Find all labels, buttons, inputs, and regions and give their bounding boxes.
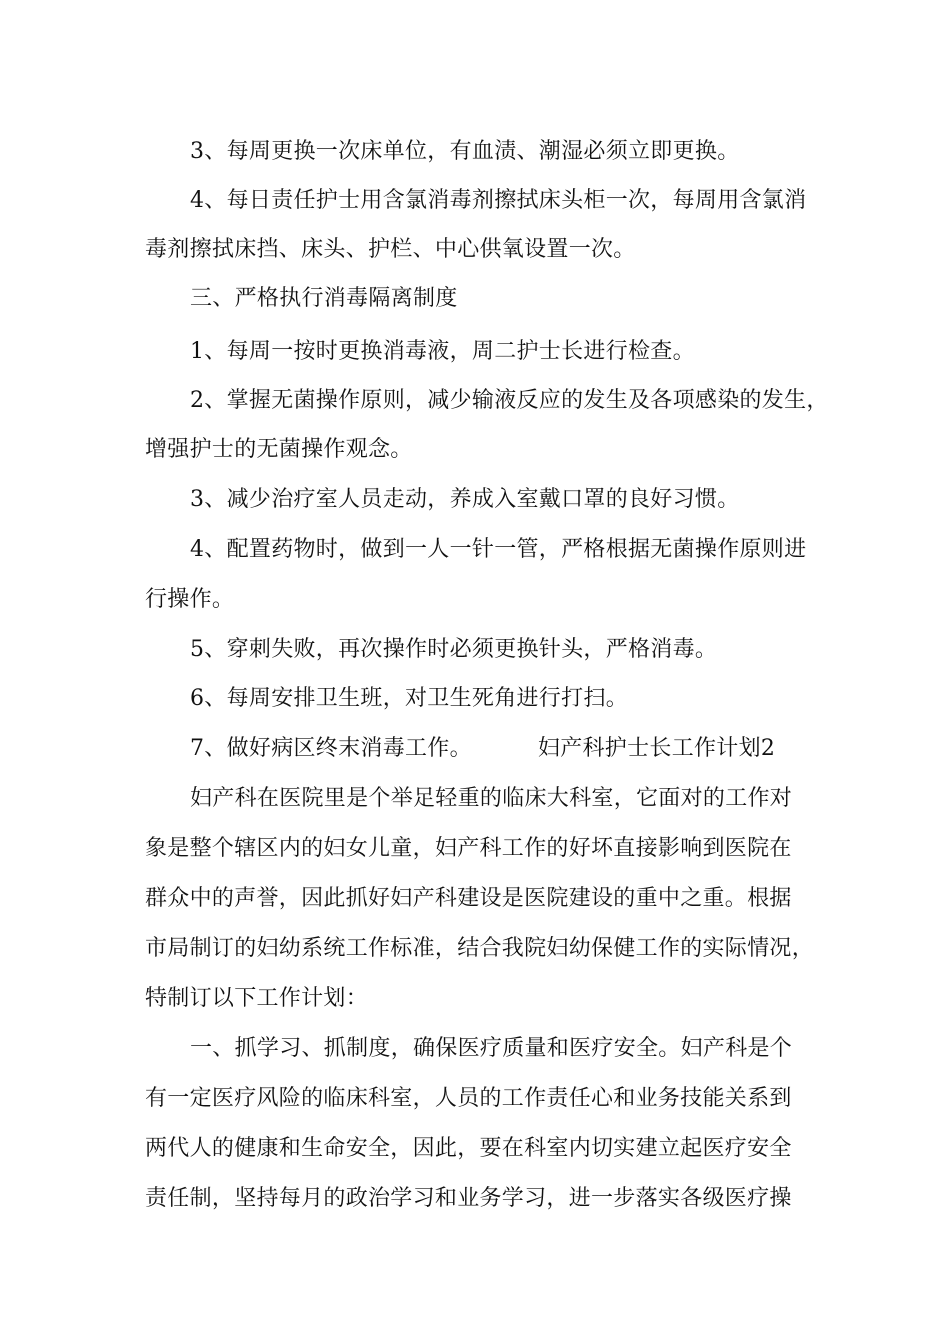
- paragraph-line: 群众中的声誉，因此抓好妇产科建设是医院建设的重中之重。根据: [145, 886, 792, 911]
- paragraph-line: 行操作。: [145, 587, 235, 612]
- paragraph-line: 3、每周更换一次床单位，有血渍、潮湿必须立即更换。: [190, 139, 740, 164]
- paragraph-line: 市局制订的妇幼系统工作标准，结合我院妇幼保健工作的实际情况，: [145, 936, 815, 961]
- paragraph-line: 2、掌握无菌操作原则，减少输液反应的发生及各项感染的发生，: [190, 388, 829, 413]
- paragraph-line: 责任制，坚持每月的政治学习和业务学习，进一步落实各级医疗操: [145, 1186, 792, 1211]
- paragraph-line: 特制订以下工作计划：: [145, 986, 369, 1011]
- paragraph-line: 妇产科在医院里是个举足轻重的临床大科室，它面对的工作对: [190, 786, 793, 811]
- paragraph-line: 5、穿刺失败，再次操作时必须更换针头，严格消毒。: [190, 637, 718, 662]
- paragraph-line: 有一定医疗风险的临床科室，人员的工作责任心和业务技能关系到: [145, 1086, 792, 1111]
- paragraph-line: 一、抓学习、抓制度，确保医疗质量和医疗安全。妇产科是个: [190, 1036, 793, 1061]
- paragraph-line: 4、配置药物时，做到一人一针一管，严格根据无菌操作原则进: [190, 537, 807, 562]
- paragraph-line: 毒剂擦拭床挡、床头、护栏、中心供氧设置一次。: [145, 237, 636, 262]
- paragraph-line: 3、减少治疗室人员走动，养成入室戴口罩的良好习惯。: [190, 487, 740, 512]
- paragraph-line: 两代人的健康和生命安全，因此，要在科室内切实建立起医疗安全: [145, 1136, 792, 1161]
- paragraph-line: 1、每周一按时更换消毒液，周二护士长进行检查。: [190, 339, 695, 364]
- paragraph-line: 6、每周安排卫生班，对卫生死角进行打扫。: [190, 686, 628, 711]
- paragraph-line: [0, 734, 950, 764]
- paragraph-line: 4、每日责任护士用含氯消毒剂擦拭床头柜一次，每周用含氯消: [190, 188, 807, 213]
- section-heading: 三、严格执行消毒隔离制度: [190, 286, 458, 311]
- paragraph-text: 7、做好病区终末消毒工作。: [190, 736, 472, 761]
- paragraph-line: 象是整个辖区内的妇女儿童，妇产科工作的好坏直接影响到医院在: [145, 836, 792, 861]
- paragraph-line: 增强护士的无菌操作观念。: [145, 437, 413, 462]
- section-title: 妇产科护士长工作计划2: [537, 736, 776, 761]
